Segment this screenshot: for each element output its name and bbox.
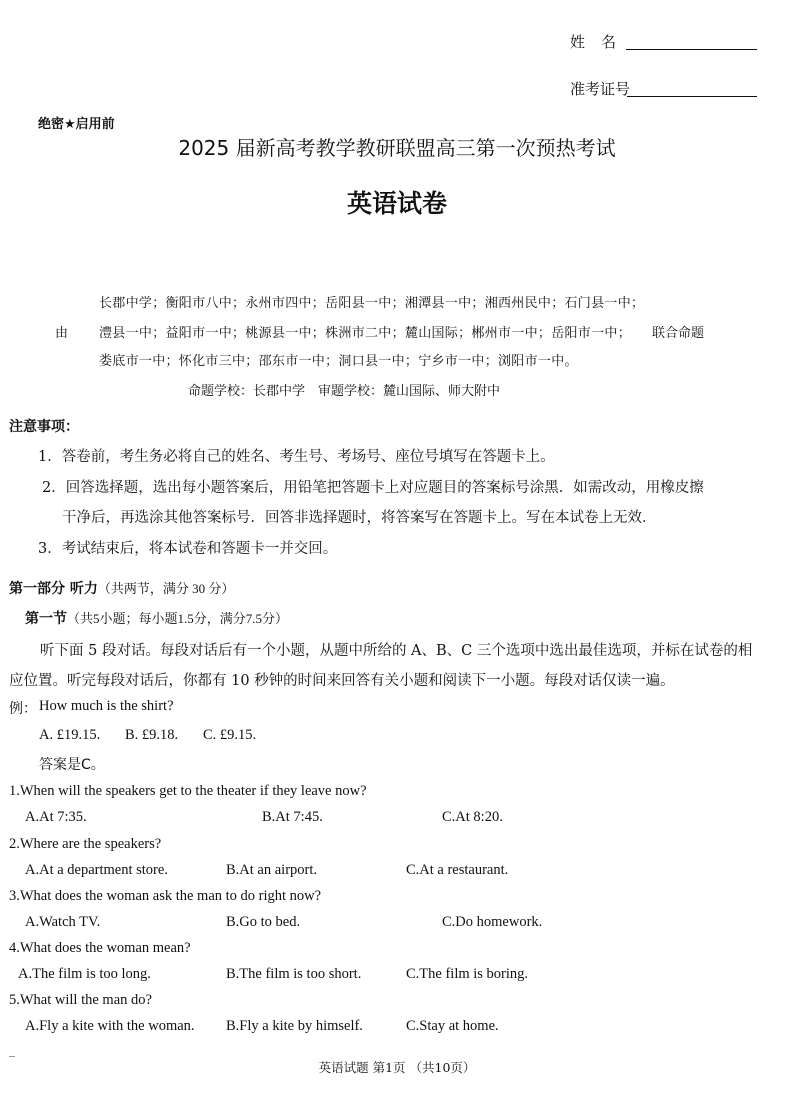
setter-schools: 命题学校：长郡中学 审题学校：麓山国际、师大附中 bbox=[188, 384, 501, 399]
subject-title: 英语试卷 bbox=[346, 189, 447, 218]
part1-note: （共两节，满分 30 分） bbox=[97, 581, 235, 596]
by-label: 由 bbox=[55, 326, 69, 341]
example-label: 例： bbox=[9, 701, 37, 717]
exam-number-field[interactable] bbox=[627, 80, 757, 97]
instructions-line-2: 应位置。听完每段对话后，你都有 10 秒钟的时间来回答有关小题和阅读下一小题。每段对话仅读一遍。 bbox=[9, 673, 675, 689]
question-5: 5.What will the man do? bbox=[9, 992, 152, 1008]
section1-title: 第一节 bbox=[25, 611, 67, 627]
question-5-option-c: C.Stay at home. bbox=[406, 1018, 499, 1034]
question-3-option-c: C.Do homework. bbox=[442, 914, 543, 930]
page-mark bbox=[9, 1056, 15, 1057]
question-4-option-b: B.The film is too short. bbox=[226, 966, 362, 982]
question-2: 2.Where are the speakers? bbox=[9, 836, 162, 852]
notice-item-2: 2．回答选择题，选出每小题答案后，用铅笔把答题卡上对应题目的答案标号涂黑．如需改动，用橡皮擦 bbox=[42, 480, 704, 496]
section1-heading bbox=[25, 608, 288, 628]
example-option-a: A. £19.15. bbox=[39, 727, 101, 743]
question-4-option-c: C.The film is boring. bbox=[406, 966, 529, 982]
question-1-option-c: C.At 8:20. bbox=[442, 809, 503, 825]
schools-line-2: 澧县一中；益阳市一中；桃源县一中；株洲市二中；麓山国际；郴州市一中；岳阳市一中； bbox=[99, 326, 632, 341]
name-label: 姓名 bbox=[570, 33, 633, 51]
schools-line-1: 长郡中学；衡阳市八中；永州市四中；岳阳县一中；湘潭县一中；湘西州民中；石门县一中； bbox=[99, 296, 645, 311]
question-2-option-b: B.At an airport. bbox=[226, 862, 318, 878]
section1-note: （共5小题；每小题1.5分，满分7.5分） bbox=[67, 611, 289, 626]
page-footer: 英语试题 第1页 （共10页） bbox=[318, 1060, 476, 1075]
notice-item-1: 1．答卷前，考生务必将自己的姓名、考生号、考场号、座位号填写在答题卡上。 bbox=[38, 449, 555, 465]
name-field[interactable] bbox=[626, 33, 757, 50]
instructions-line-1: 听下面 5 段对话。每段对话后有一个小题，从题中所给的 A、B、C 三个选项中选出最佳选项，并标在试卷的相 bbox=[40, 643, 753, 659]
notice-item-2-continued: 干净后，再选涂其他答案标号．回答非选择题时，将答案写在答题卡上。写在本试卷上无效． bbox=[62, 510, 657, 526]
example-answer: 答案是C。 bbox=[39, 757, 105, 773]
schools-line-3: 娄底市一中；怀化市三中；邵东市一中；洞口县一中；宁乡市一中；浏阳市一中。 bbox=[99, 354, 578, 369]
example-option-c: C. £9.15. bbox=[203, 727, 257, 743]
question-5-option-a: A.Fly a kite with the woman. bbox=[25, 1018, 195, 1034]
confidential-label: 绝密★启用前 bbox=[38, 117, 115, 132]
notice-heading: 注意事项： bbox=[9, 419, 79, 435]
question-2-option-a: A.At a department store. bbox=[25, 862, 168, 878]
question-3: 3.What does the woman ask the man to do right now? bbox=[9, 888, 322, 904]
question-2-option-c: C.At a restaurant. bbox=[406, 862, 509, 878]
question-5-option-b: B.Fly a kite by himself. bbox=[226, 1018, 363, 1034]
question-3-option-a: A.Watch TV. bbox=[25, 914, 101, 930]
question-3-option-b: B.Go to bed. bbox=[226, 914, 301, 930]
part1-heading bbox=[9, 578, 234, 598]
example-option-b: B. £9.18. bbox=[125, 727, 179, 743]
question-1-option-b: B.At 7:45. bbox=[262, 809, 323, 825]
exam-number-label: 准考证号 bbox=[570, 80, 631, 98]
question-4-option-a: A.The film is too long. bbox=[18, 966, 151, 982]
question-1-option-a: A.At 7:35. bbox=[25, 809, 87, 825]
notice-item-3: 3．考试结束后，将本试卷和答题卡一并交回。 bbox=[38, 541, 338, 557]
example-question: How much is the shirt? bbox=[39, 698, 174, 714]
joint-setting-label: 联合命题 bbox=[652, 326, 705, 341]
exam-title: 2025 届新高考教学教研联盟高三第一次预热考试 bbox=[178, 136, 616, 160]
question-1: 1.When will the speakers get to the theater if they leave now? bbox=[9, 783, 367, 799]
part1-title: 第一部分 听力 bbox=[9, 581, 98, 597]
question-4: 4.What does the woman mean? bbox=[9, 940, 191, 956]
